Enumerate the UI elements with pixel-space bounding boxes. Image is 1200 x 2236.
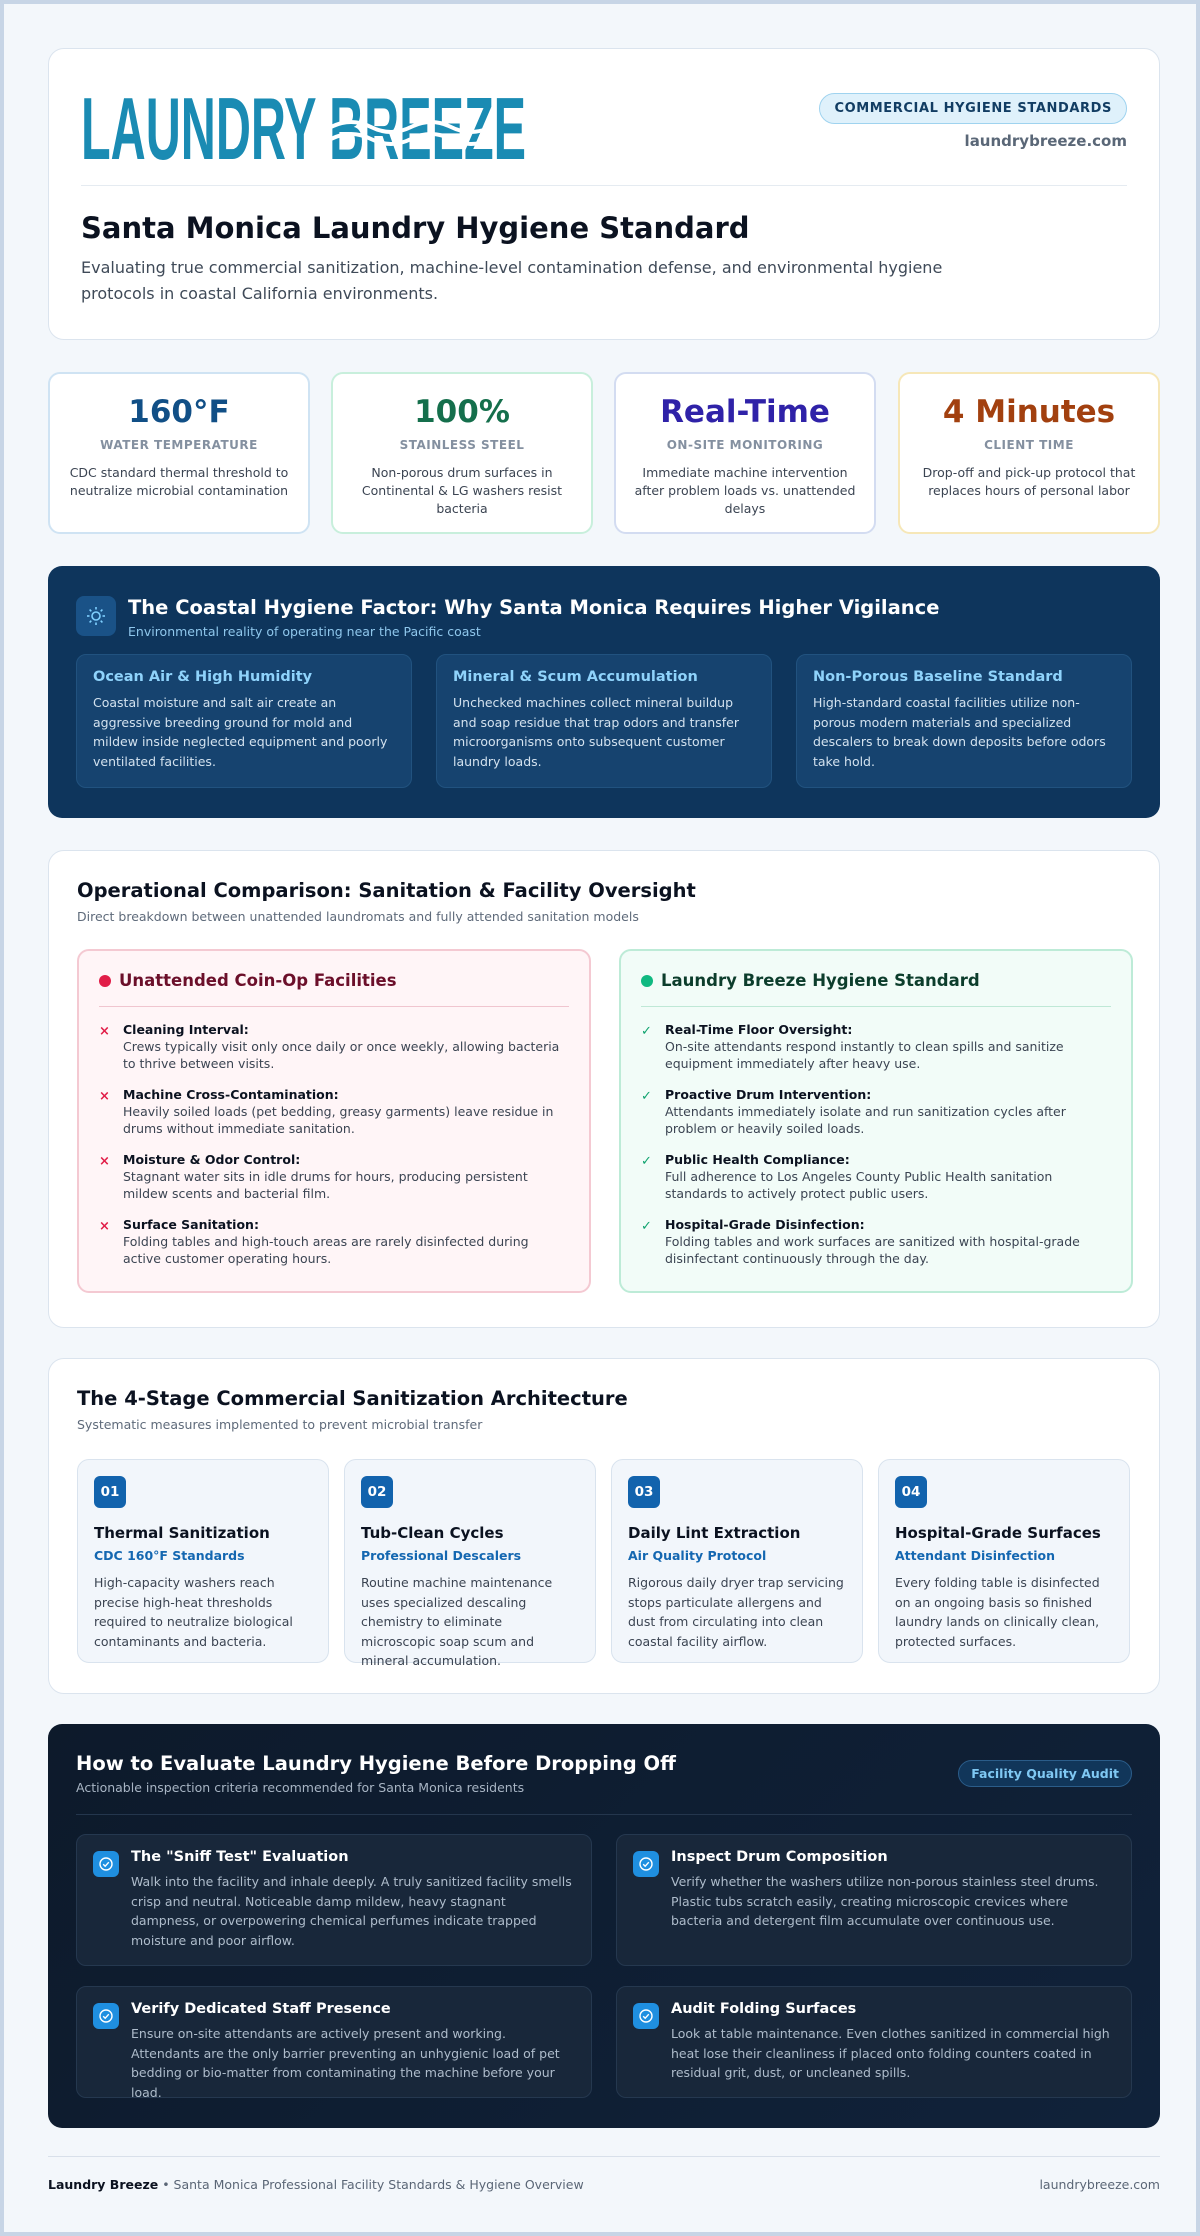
laundry-breeze-logo [81, 79, 531, 178]
eval-card-title: Audit Folding Surfaces [671, 2001, 857, 2017]
stage-card-lint [611, 1459, 863, 1663]
stat-label: CLIENT TIME [984, 438, 1074, 452]
eval-card-desc: Verify whether the washers utilize non-porous stainless steel drums. Plastic tubs scratch easily, creating microscopic crevices where bacteria and detergent film accumulate over continuous use. [671, 1874, 1099, 1928]
evaluate-panel [48, 1724, 1160, 2128]
page-title: Santa Monica Laundry Hygiene Standard [81, 211, 750, 245]
stat-card-temperature [48, 372, 310, 534]
stat-label: ON-SITE MONITORING [666, 438, 824, 452]
eval-card-sniff-test [76, 1834, 592, 1966]
stat-value: 160°F [128, 394, 230, 430]
header-divider [81, 185, 1127, 186]
check-icon: ✓ [641, 1154, 652, 1169]
stats-row [48, 372, 1160, 534]
list-item: ✓ Real-Time Floor Oversight: On-site attendants respond instantly to clean spills and sanitize equipment immediately after heavy use. [641, 1022, 1064, 1071]
list-item: ✓ Public Health Compliance: Full adherence to Los Angeles County Public Health sanitation standards to actively protect public users. [641, 1152, 1053, 1201]
footer-domain[interactable]: laundrybreeze.com [1039, 2177, 1160, 2192]
eval-card-staff [76, 1986, 592, 2098]
stat-label: WATER TEMPERATURE [100, 438, 258, 452]
check-badge-icon [633, 1851, 659, 1877]
unattended-column [77, 949, 591, 1293]
comparison-subtitle: Direct breakdown between unattended laundromats and fully attended sanitation models [77, 909, 639, 924]
stat-value: Real-Time [660, 394, 830, 430]
list-item: × Moisture & Odor Control: Stagnant water sits in idle drums for hours, producing persistent mildew scents and bacterial film. [99, 1152, 528, 1201]
sun-icon [76, 596, 116, 636]
coastal-card-title: Non-Porous Baseline Standard [813, 669, 1063, 685]
list-item: ✓ Hospital-Grade Disinfection: Folding tables and work surfaces are sanitized with hospital-grade disinfectant continuously through the day. [641, 1217, 1080, 1266]
stages-subtitle: Systematic measures implemented to prevent microbial transfer [77, 1417, 483, 1432]
eval-card-title: Verify Dedicated Staff Presence [131, 2001, 391, 2017]
list-item: × Machine Cross-Contamination: Heavily soiled loads (pet bedding, greasy garments) leave residue in drums without immediate sanitation. [99, 1087, 554, 1136]
eval-card-title: The "Sniff Test" Evaluation [131, 1849, 349, 1865]
stage-card-surfaces [878, 1459, 1130, 1663]
footer [48, 2156, 1160, 2192]
footer-brand: Laundry Breeze [48, 2177, 159, 2192]
coastal-card-title: Ocean Air & High Humidity [93, 669, 313, 685]
stat-value: 100% [414, 394, 510, 430]
comparison-title: Operational Comparison: Sanitation & Facility Oversight [77, 879, 696, 902]
evaluate-title: How to Evaluate Laundry Hygiene Before Dropping Off [76, 1752, 676, 1775]
check-icon: ✓ [641, 1219, 652, 1234]
stage-desc: Routine machine maintenance uses specialized descaling chemistry to eliminate microscopic soap scum and mineral accumulation. [361, 1575, 553, 1668]
stage-tag: Attendant Disinfection [895, 1548, 1055, 1563]
coastal-card-mineral [436, 654, 772, 788]
stage-card-thermal [77, 1459, 329, 1663]
stat-value: 4 Minutes [942, 394, 1116, 430]
stat-desc: Drop-off and pick-up protocol that replaces hours of personal labor [922, 465, 1136, 498]
stat-label: STAINLESS STEEL [399, 438, 525, 452]
eval-card-desc: Ensure on-site attendants are actively present and working. Attendants are the only barrier preventing an unhygienic load of pet bedding or bio-matter from contaminating the machine before your load. [131, 2026, 560, 2100]
stage-tag: Professional Descalers [361, 1548, 522, 1563]
list-item: × Surface Sanitation: Folding tables and high-touch areas are rarely disinfected during active customer operating hours. [99, 1217, 529, 1266]
check-icon: ✓ [641, 1089, 652, 1104]
coastal-card-humidity [76, 654, 412, 788]
eval-card-desc: Look at table maintenance. Even clothes sanitized in commercial high heat lose their cleanliness if placed onto folding counters coated in residual grit, dust, or uncleaned spills. [671, 2026, 1110, 2080]
coastal-card-desc: Coastal moisture and salt air create an aggressive breeding ground for mold and mildew inside neglected equipment and poorly ventilated facilities. [93, 695, 388, 769]
stage-desc: Rigorous daily dryer trap servicing stops particulate allergens and dust from circulating into clean coastal facility airflow. [628, 1575, 844, 1649]
check-badge-icon [633, 2003, 659, 2029]
header-card [48, 48, 1160, 340]
stage-tag: Air Quality Protocol [628, 1548, 767, 1563]
stage-title: Tub-Clean Cycles [361, 1524, 504, 1542]
footer-text: • Santa Monica Professional Facility Standards & Hygiene Overview [158, 2177, 584, 2192]
status-dot-red [99, 975, 111, 987]
stages-title: The 4-Stage Commercial Sanitization Architecture [77, 1387, 628, 1410]
eval-card-title: Inspect Drum Composition [671, 1849, 888, 1865]
stage-number-badge: 03 [628, 1476, 660, 1508]
page-subtitle: Evaluating true commercial sanitization, machine-level contamination defense, and environmental hygiene protocols in coastal California environments. [81, 258, 943, 303]
coastal-card-title: Mineral & Scum Accumulation [453, 669, 698, 685]
header-domain[interactable]: laundrybreeze.com [964, 132, 1127, 150]
eval-card-desc: Walk into the facility and inhale deeply. A truly sanitized facility smells crisp and neutral. Noticeable damp mildew, heavy stagnant dampness, or overpowering chemical perfumes indicate trapped moisture and poor airflow. [131, 1874, 572, 1948]
stage-title: Hospital-Grade Surfaces [895, 1524, 1101, 1542]
coastal-title: The Coastal Hygiene Factor: Why Santa Monica Requires Higher Vigilance [128, 596, 940, 619]
stat-card-client-time [898, 372, 1160, 534]
coastal-subtitle: Environmental reality of operating near the Pacific coast [128, 624, 481, 639]
status-dot-green [641, 975, 653, 987]
audit-badge: Facility Quality Audit [958, 1760, 1132, 1787]
svg-text:LAUNDRY BREEZE: LAUNDRY BREEZE [81, 79, 526, 178]
check-icon: ✓ [641, 1024, 652, 1039]
stage-title: Daily Lint Extraction [628, 1524, 801, 1542]
coastal-card-baseline [796, 654, 1132, 788]
stat-desc: CDC standard thermal threshold to neutralize microbial contamination [69, 465, 289, 498]
stage-number-badge: 04 [895, 1476, 927, 1508]
cross-icon: × [99, 1219, 110, 1234]
laundry-breeze-heading: Laundry Breeze Hygiene Standard [661, 971, 980, 990]
stat-card-steel [331, 372, 593, 534]
coastal-card-desc: Unchecked machines collect mineral buildup and soap residue that trap odors and transfer microorganisms onto subsequent customer laundry loads. [453, 695, 739, 769]
check-badge-icon [93, 2003, 119, 2029]
list-item: × Cleaning Interval: Crews typically visit only once daily or once weekly, allowing bacteria to thrive between visits. [99, 1022, 560, 1071]
cross-icon: × [99, 1154, 110, 1169]
stage-card-tub-clean [344, 1459, 596, 1668]
standards-badge: COMMERCIAL HYGIENE STANDARDS [819, 93, 1127, 124]
stat-desc: Non-porous drum surfaces in Continental & LG washers resist bacteria [361, 465, 563, 516]
stage-desc: Every folding table is disinfected on an ongoing basis so finished laundry lands on clinically clean, protected surfaces. [895, 1575, 1100, 1649]
stage-desc: High-capacity washers reach precise high-heat thresholds required to neutralize biological contaminants and bacteria. [94, 1575, 293, 1649]
stage-number-badge: 02 [361, 1476, 393, 1508]
laundry-breeze-column [619, 949, 1133, 1293]
check-badge-icon [93, 1851, 119, 1877]
eval-card-drum [616, 1834, 1132, 1966]
coastal-panel [48, 566, 1160, 818]
stat-card-monitoring [614, 372, 876, 534]
stage-number-badge: 01 [94, 1476, 126, 1508]
stage-tag: CDC 160°F Standards [94, 1548, 245, 1563]
stat-desc: Immediate machine intervention after problem loads vs. unattended delays [634, 465, 856, 516]
evaluate-divider [76, 1814, 1132, 1815]
unattended-heading: Unattended Coin-Op Facilities [119, 971, 397, 990]
cross-icon: × [99, 1089, 110, 1104]
stage-title: Thermal Sanitization [94, 1524, 270, 1542]
list-item: ✓ Proactive Drum Intervention: Attendants immediately isolate and run sanitization cycles after problem or heavily soiled loads. [641, 1087, 1066, 1136]
cross-icon: × [99, 1024, 110, 1039]
comparison-section [48, 850, 1160, 1328]
eval-card-folding [616, 1986, 1132, 2098]
coastal-card-desc: High-standard coastal facilities utilize non-porous modern materials and specialized descalers to break down deposits before odors take hold. [813, 695, 1106, 769]
evaluate-subtitle: Actionable inspection criteria recommended for Santa Monica residents [76, 1780, 525, 1795]
stages-section [48, 1358, 1160, 1694]
